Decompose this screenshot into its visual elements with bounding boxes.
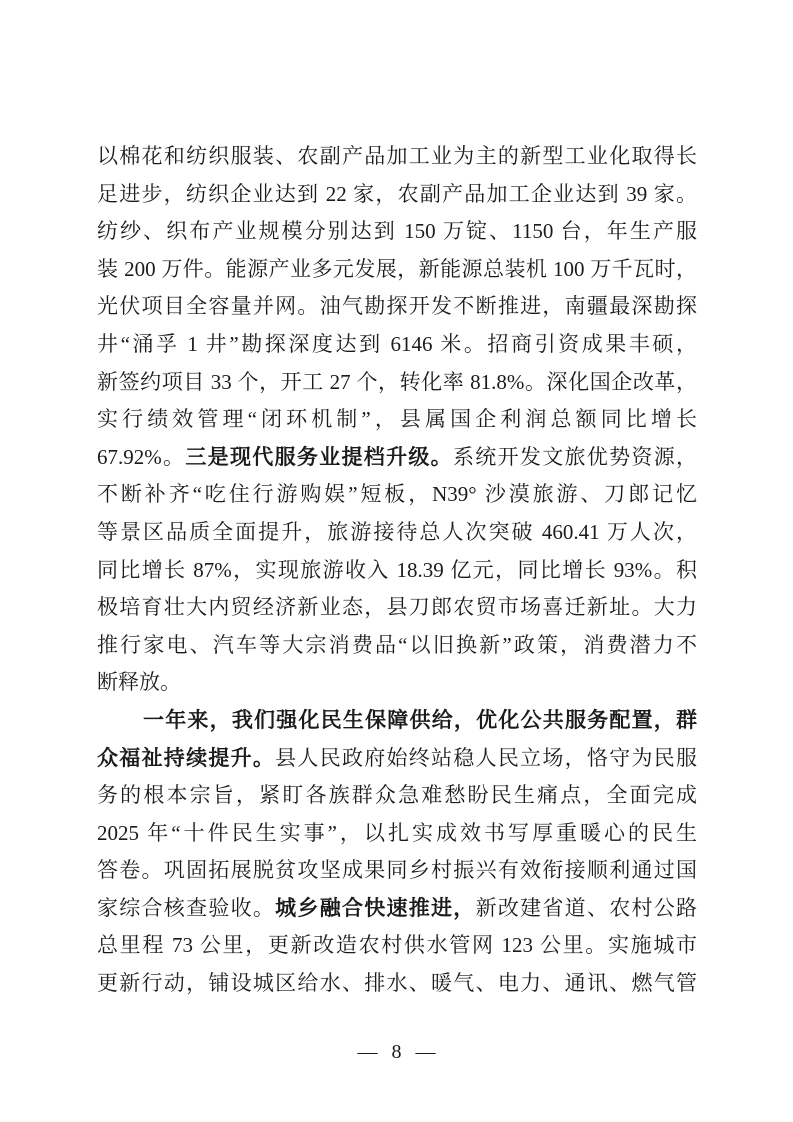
- text-line: [97, 364, 697, 402]
- text-run: 极培育壮大内贸经济新业态，县刀郎农贸市场喜迁新址。大力: [97, 595, 697, 620]
- text-line: [97, 138, 697, 176]
- text-line: [97, 927, 697, 965]
- bold-text-run: 一年来，我们强化民生保障供给，优化公共服务配置，群: [143, 707, 697, 732]
- text-run: 家综合核查验收。: [97, 895, 276, 920]
- text-line: [97, 514, 697, 552]
- text-line: [97, 777, 697, 815]
- bold-text-run: 三是现代服务业提档升级。: [185, 444, 453, 469]
- text-line: [97, 176, 697, 214]
- text-line: [97, 815, 697, 853]
- text-line: [97, 627, 697, 665]
- text-line: [97, 251, 697, 289]
- text-line: [97, 702, 697, 740]
- text-line: [97, 401, 697, 439]
- text-run: 总里程 73 公里，更新改造农村供水管网 123 公里。实施城市: [97, 933, 697, 958]
- text-run: 足进步，纺织企业达到 22 家，农副产品加工企业达到 39 家。: [97, 181, 697, 206]
- text-line: [97, 852, 697, 890]
- document-body: [97, 138, 697, 1003]
- text-run: 更新行动，铺设城区给水、排水、暖气、电力、通讯、燃气管: [97, 971, 697, 996]
- text-run: 装 200 万件。能源产业多元发展，新能源总装机 100 万千瓦时，: [97, 256, 697, 281]
- text-run: 井“涌孚 1 井”勘探深度达到 6146 米。招商引资成果丰硕，: [97, 331, 697, 356]
- text-line: [97, 439, 697, 477]
- bold-text-run: 众福祉持续提升。: [97, 745, 276, 770]
- text-run: 以棉花和纺织服装、农副产品加工业为主的新型工业化取得长: [97, 144, 697, 168]
- bold-text-run: 城乡融合快速推进，: [275, 895, 476, 920]
- text-run: 推行家电、汽车等大宗消费品“以旧换新”政策，消费潜力不: [97, 632, 697, 657]
- text-line: [97, 740, 697, 778]
- text-line: [97, 552, 697, 590]
- text-line: [97, 589, 697, 627]
- text-run: 同比增长 87%，实现旅游收入 18.39 亿元，同比增长 93%。积: [97, 557, 697, 582]
- text-line: [97, 664, 697, 702]
- page-footer: [0, 1036, 793, 1068]
- text-run: 务的根本宗旨，紧盯各族群众急难愁盼民生痛点，全面完成: [97, 783, 697, 808]
- text-run: 不断补齐“吃住行游购娱”短板，N39° 沙漠旅游、刀郎记忆: [97, 482, 697, 507]
- text-run: 光伏项目全容量并网。油气勘探开发不断推进，南疆最深勘探: [97, 294, 697, 319]
- text-line: [97, 326, 697, 364]
- text-run: 县人民政府始终站稳人民立场，恪守为民服: [275, 745, 697, 770]
- text-run: 答卷。巩固拓展脱贫攻坚成果同乡村振兴有效衔接顺利通过国: [97, 858, 697, 883]
- text-line: [97, 965, 697, 1003]
- text-run: 新签约项目 33 个，开工 27 个，转化率 81.8%。深化国企改革，: [97, 369, 697, 394]
- text-run: 实行绩效管理“闭环机制”，县属国企利润总额同比增长: [97, 407, 697, 432]
- text-run: 2025 年“十件民生实事”，以扎实成效书写厚重暖心的民生: [97, 820, 697, 845]
- text-run: 67.92%。: [97, 444, 186, 469]
- text-line: [97, 890, 697, 928]
- page-number: — 8 —: [357, 1041, 436, 1063]
- text-line: [97, 288, 697, 326]
- text-line: [97, 213, 697, 251]
- text-line: [97, 476, 697, 514]
- text-run: 等景区品质全面提升，旅游接待总人次突破 460.41 万人次，: [97, 519, 697, 544]
- text-run: 新改建省道、农村公路: [475, 895, 697, 920]
- text-run: 断释放。: [97, 670, 181, 695]
- text-run: 纺纱、织布产业规模分别达到 150 万锭、1150 台，年生产服: [97, 219, 697, 244]
- text-run: 系统开发文旅优势资源，: [452, 444, 697, 469]
